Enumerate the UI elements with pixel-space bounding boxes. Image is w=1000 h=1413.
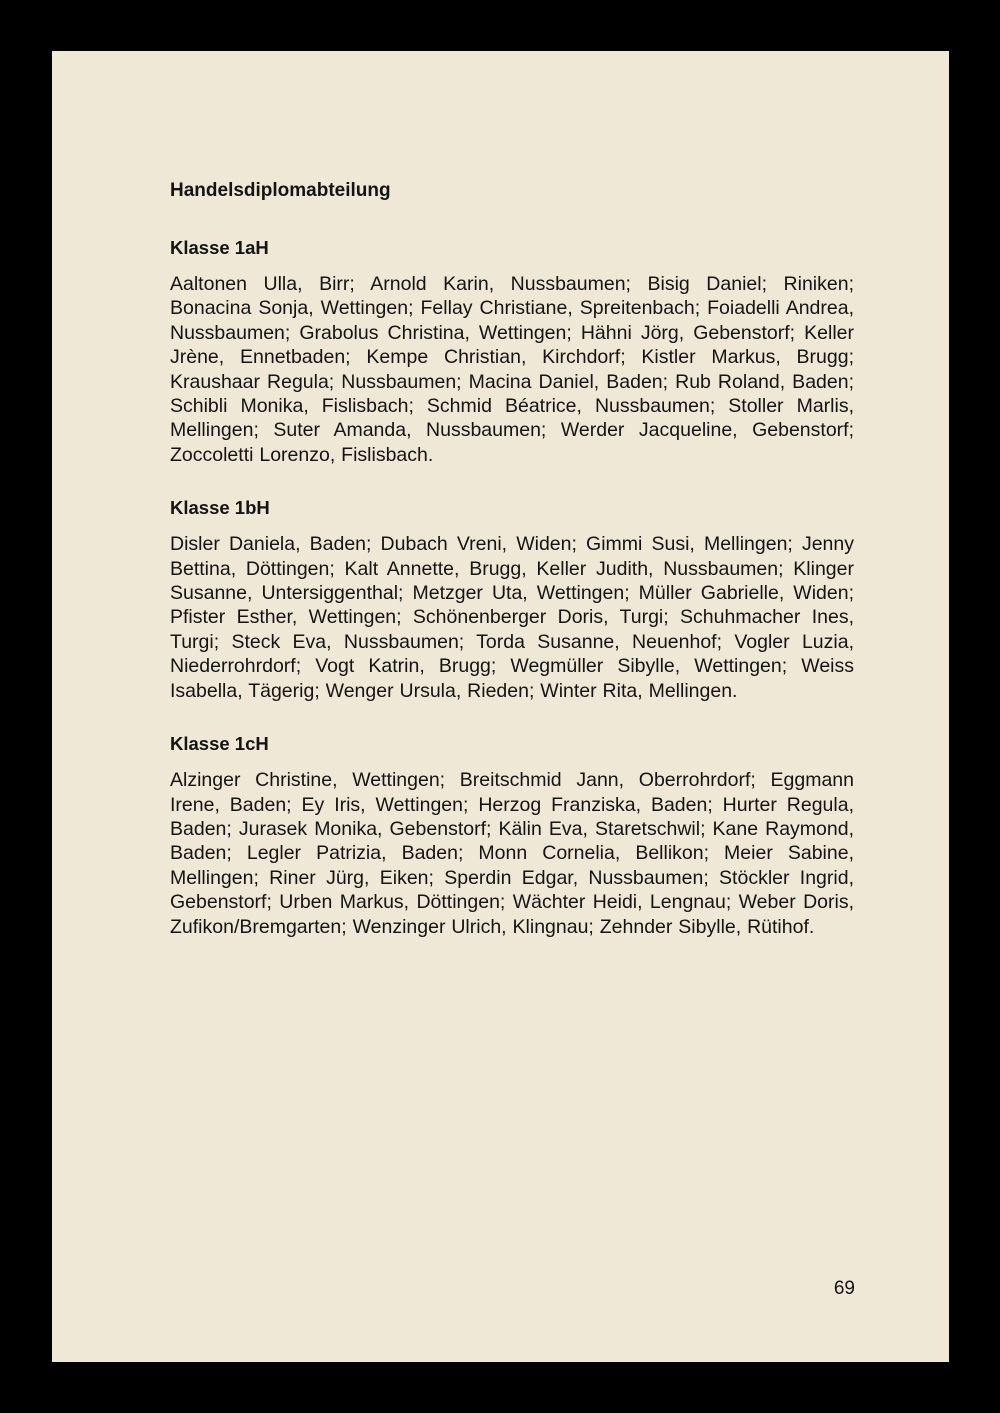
page-number: 69	[833, 1278, 855, 1299]
class-block-1bh	[170, 496, 854, 703]
class-student-list-1ah: Aaltonen Ulla, Birr; Arnold Karin, Nussbaumen; Bisig Daniel; Riniken; Bonacina Sonja, Wettingen; Fellay Christiane, Spreitenbach; Foiadelli Andrea, Nussbaumen; Grabolus Christina, Wettingen; Hähni Jörg, Gebenstorf; Keller Jrène, Ennetbaden; Kempe Christian, Kirchdorf; Kistler Markus, Brugg; Kraushaar Regula; Nussbaumen; Macina Daniel, Baden; Rub Roland, Baden; Schibli Monika, Fislisbach; Schmid Béatrice, Nussbaumen; Stoller Marlis, Mellingen; Suter Amanda, Nussbaumen; Werder Jacqueline, Gebenstorf; Zoccoletti Lorenzo, Fislisbach.	[170, 273, 854, 466]
class-title-1ch: Klasse 1cH	[170, 733, 269, 755]
class-student-list-1bh: Disler Daniela, Baden; Dubach Vreni, Widen; Gimmi Susi, Mellingen; Jenny Bettina, Döttingen; Kalt Annette, Brugg, Keller Judith, Nussbaumen; Klinger Susanne, Untersiggenthal; Metzger Uta, Wettingen; Müller Gabrielle, Widen; Pfister Esther, Wettingen; Schönenberger Doris, Turgi; Schuhmacher Ines, Turgi; Steck Eva, Nussbaumen; Torda Susanne, Neuenhof; Vogler Luzia, Niederrohrdorf; Vogt Katrin, Brugg; Wegmüller Sibylle, Wettingen; Weiss Isabella, Tägerig; Wenger Ursula, Rieden; Winter Rita, Mellingen.	[170, 533, 854, 702]
page-content	[170, 179, 854, 968]
document-page	[52, 51, 949, 1362]
class-title-1bh: Klasse 1bH	[170, 497, 270, 519]
class-title-1ah: Klasse 1aH	[170, 237, 269, 258]
class-block-1ah	[170, 236, 854, 467]
section-title: Handelsdiplomabteilung	[170, 180, 391, 201]
class-student-list-1ch: Alzinger Christine, Wettingen; Breitschmid Jann, Oberrohrdorf; Eggmann Irene, Baden; Ey Iris, Wettingen; Herzog Franziska, Baden; Hurter Regula, Baden; Jurasek Monika, Gebenstorf; Kälin Eva, Staretschwil; Kane Raymond, Baden; Legler Patrizia, Baden; Monn Cornelia, Bellikon; Meier Sabine, Mellingen; Riner Jürg, Eiken; Sperdin Edgar, Nussbaumen; Stöckler Ingrid, Gebenstorf; Urben Markus, Döttingen; Wächter Heidi, Lengnau; Weber Doris, Zufikon/Bremgarten; Wenzinger Ulrich, Klingnau; Zehnder Sibylle, Rütihof.	[170, 769, 854, 938]
class-block-1ch	[170, 732, 854, 939]
